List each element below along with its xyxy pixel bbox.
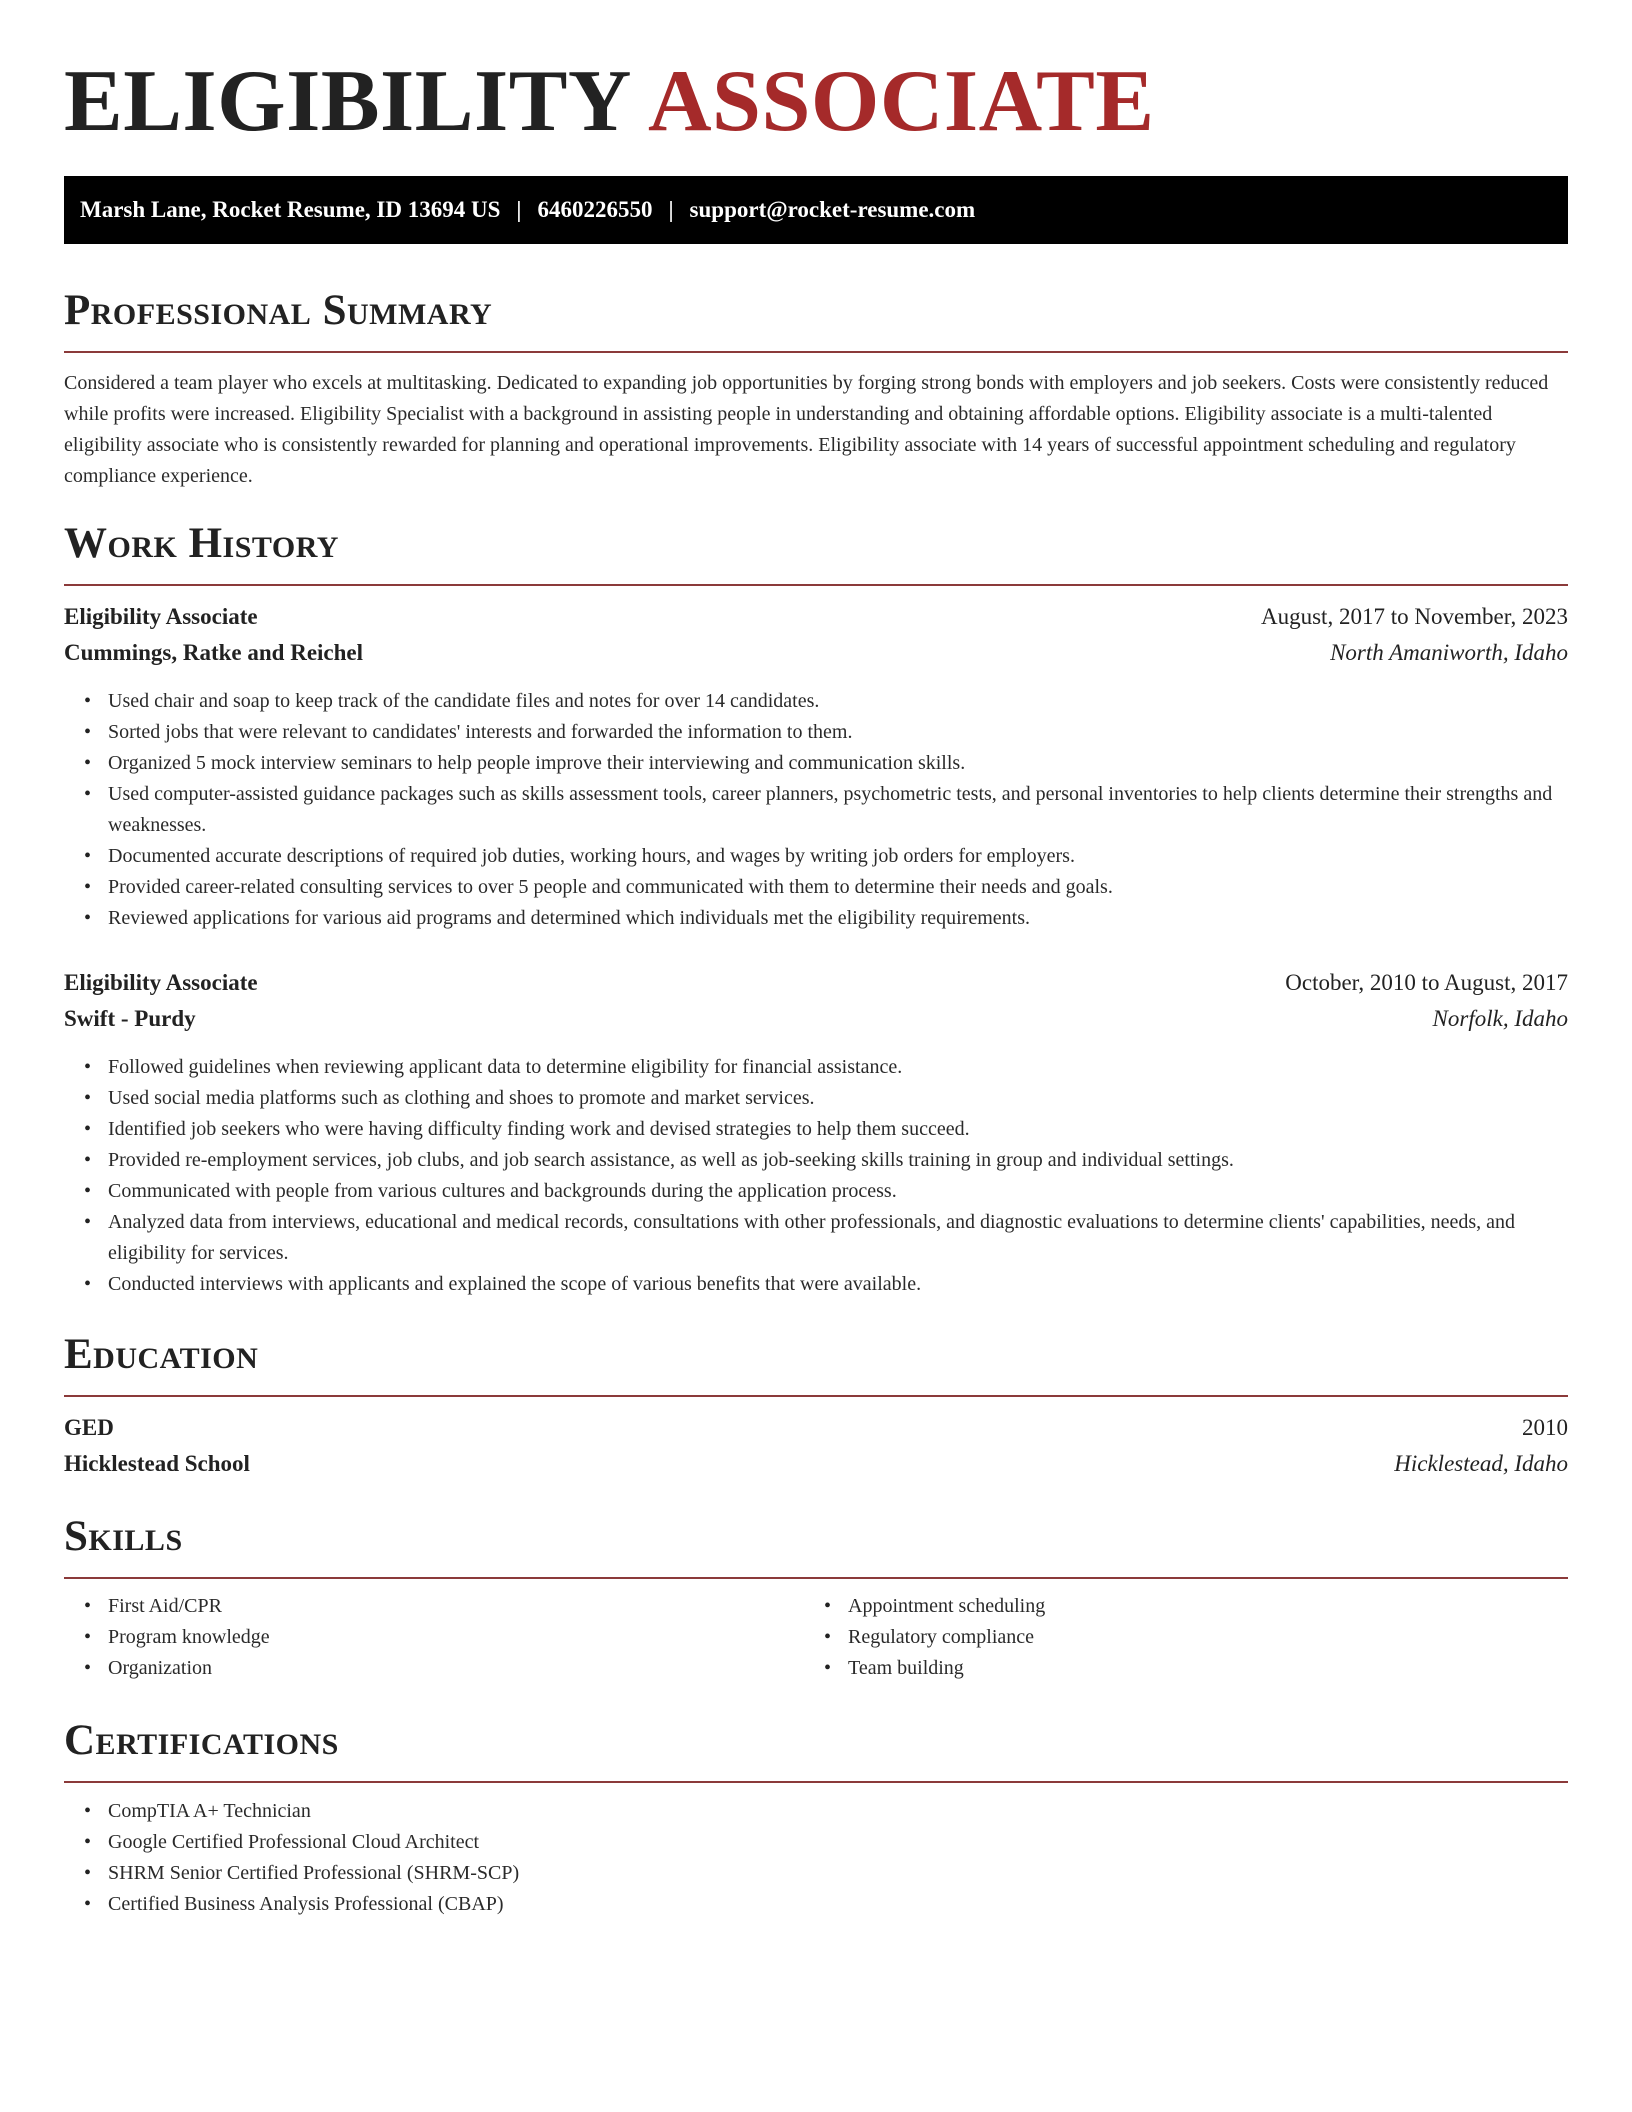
education-subheader: [64, 1447, 1568, 1481]
section-divider: [64, 1781, 1568, 1783]
skills-title: Skills: [64, 1513, 183, 1560]
list-item: • Used social media platforms such as clothing and shoes to promote and market services.: [108, 1083, 1568, 1114]
job-1-bullets: [64, 686, 1568, 934]
list-item: • Reviewed applications for various aid programs and determined which individuals met the eligibility requirements.: [108, 903, 1568, 934]
list-item: • Appointment scheduling: [848, 1591, 1632, 1622]
list-item: • Followed guidelines when reviewing applicant data to determine eligibility for financial assistance.: [108, 1052, 1568, 1083]
job-2-bullets: [64, 1052, 1568, 1300]
list-item: • Communicated with people from various cultures and backgrounds during the application process.: [108, 1176, 1568, 1207]
list-item: • Program knowledge: [108, 1622, 1568, 1653]
job-1-header: [64, 600, 1568, 634]
list-item: • Provided re-employment services, job clubs, and job search assistance, as well as job-seeking skills training in group and individual settings.: [108, 1145, 1568, 1176]
job-1-subheader: [64, 636, 1568, 670]
list-item: • Conducted interviews with applicants and explained the scope of various benefits that were available.: [108, 1269, 1568, 1300]
list-item: • Provided career-related consulting services to over 5 people and communicated with them to determine their needs and goals.: [108, 872, 1568, 903]
job-2-dates: October, 2010 to August, 2017: [1285, 970, 1568, 995]
job-1-company: Cummings, Ratke and Reichel: [64, 640, 364, 665]
certifications-title: Certifications: [64, 1717, 339, 1764]
contact-bar: [64, 176, 1568, 244]
list-item: • CompTIA A+ Technician: [108, 1796, 1568, 1827]
job-2-location: Norfolk, Idaho: [1432, 1006, 1568, 1031]
skills-list-right: [804, 1591, 1632, 1684]
education-year: 2010: [1522, 1415, 1568, 1440]
list-item: • Google Certified Professional Cloud Architect: [108, 1827, 1568, 1858]
education-school: Hicklestead School: [64, 1451, 250, 1476]
work-history-title: Work History: [64, 520, 339, 567]
certifications-list: [64, 1796, 1568, 1920]
list-item: • Organized 5 mock interview seminars to help people improve their interviewing and communication skills.: [108, 748, 1568, 779]
list-item: • SHRM Senior Certified Professional (SHRM-SCP): [108, 1858, 1568, 1889]
name-last: ASSOCIATE: [647, 53, 1155, 150]
section-divider: [64, 584, 1568, 586]
section-divider: [64, 1395, 1568, 1397]
job-1-location: North Amaniworth, Idaho: [1330, 640, 1568, 665]
job-2-company: Swift - Purdy: [64, 1006, 196, 1031]
name-first: ELIGIBILITY: [64, 53, 632, 150]
summary-title: Professional Summary: [64, 287, 493, 334]
section-divider: [64, 351, 1568, 353]
contact-separator: |: [668, 197, 674, 222]
summary-text: Considered a team player who excels at multitasking. Dedicated to expanding job opportunities by forging strong bonds with employers and job seekers. Costs were consistently reduced while profits were increased. Eligibility Specialist with a background in assisting people in understanding and obtaining affordable options. Eligibility associate is a multi-talented eligibility associate who is consistently rewarded for planning and operational improvements. Eligibility associate with 14 years of successful appointment scheduling and regulatory compliance experience.: [64, 372, 1549, 487]
section-divider: [64, 1577, 1568, 1579]
list-item: • Used chair and soap to keep track of the candidate files and notes for over 14 candidates.: [108, 686, 1568, 717]
job-2-role: Eligibility Associate: [64, 970, 258, 995]
list-item: • Sorted jobs that were relevant to candidates' interests and forwarded the information to them.: [108, 717, 1568, 748]
list-item: • First Aid/CPR: [108, 1591, 1568, 1622]
list-item: • Used computer-assisted guidance packages such as skills assessment tools, career planners, psychometric tests, and personal inventories to help clients determine their strengths and weaknesses.: [108, 779, 1568, 841]
job-1-dates: August, 2017 to November, 2023: [1261, 604, 1568, 629]
education-header: [64, 1411, 1568, 1445]
contact-separator: |: [516, 197, 522, 222]
contact-email: support@rocket-resume.com: [689, 197, 976, 222]
list-item: • Organization: [108, 1653, 1568, 1684]
education-degree: GED: [64, 1415, 114, 1440]
list-item: • Regulatory compliance: [848, 1622, 1632, 1653]
contact-address: Marsh Lane, Rocket Resume, ID 13694 US: [80, 197, 501, 222]
education-title: Education: [64, 1331, 259, 1378]
candidate-name: [64, 52, 1155, 152]
job-2-header: [64, 966, 1568, 1000]
list-item: • Identified job seekers who were having difficulty finding work and devised strategies to help them succeed.: [108, 1114, 1568, 1145]
contact-phone: 6460226550: [537, 197, 653, 222]
job-1-role: Eligibility Associate: [64, 604, 258, 629]
list-item: • Documented accurate descriptions of required job duties, working hours, and wages by writing job orders for employers.: [108, 841, 1568, 872]
list-item: • Certified Business Analysis Professional (CBAP): [108, 1889, 1568, 1920]
list-item: • Team building: [848, 1653, 1632, 1684]
list-item: • Analyzed data from interviews, educational and medical records, consultations with other professionals, and diagnostic evaluations to determine clients' capabilities, needs, and eligibility for services.: [108, 1207, 1568, 1269]
education-location: Hicklestead, Idaho: [1394, 1451, 1568, 1476]
job-2-subheader: [64, 1002, 1568, 1036]
